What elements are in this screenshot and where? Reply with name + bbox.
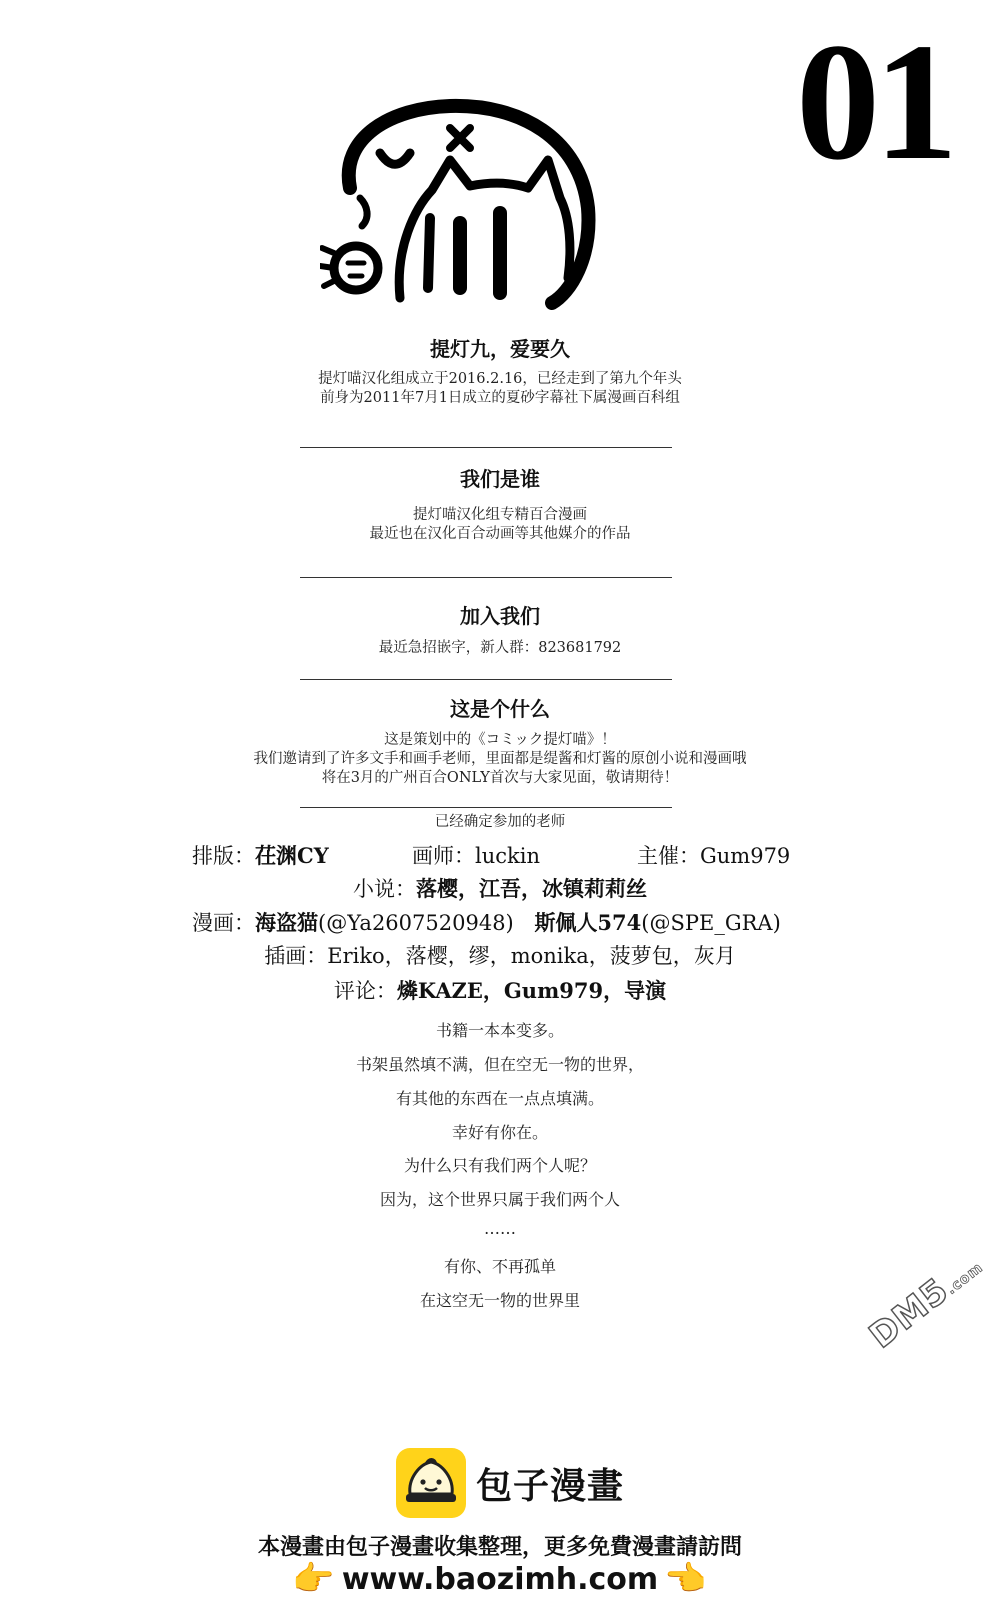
poem-line: 为什么只有我们两个人呢？ — [403, 1156, 596, 1175]
join-title: 加入我们 — [460, 604, 540, 628]
poem-line: 幸好有你在。 — [451, 1123, 548, 1142]
credit-painter — [412, 840, 540, 870]
credit-manga-name-2: 斯佩人574 — [534, 910, 642, 935]
what-title: 这是个什么 — [450, 697, 550, 721]
baozi-notice: 本漫畫由包子漫畫收集整理，更多免費漫畫請訪問 — [257, 1535, 742, 1560]
credit-manga-handle-1: (@Ya2607520948) — [318, 911, 514, 935]
intro-line-2: 前身为2011年7月1日成立的夏砂字幕社下属漫画百科组 — [320, 390, 680, 406]
section-divider — [300, 807, 672, 808]
credit-organizer — [637, 840, 790, 870]
baozi-logo-icon — [396, 1448, 466, 1518]
credit-review-label: 评论： — [333, 979, 397, 1003]
baozi-url-link[interactable]: www.baozimh.com — [341, 1562, 659, 1597]
pointing-left-hand-icon: 👈 — [664, 1559, 707, 1599]
poem-line: 书籍一本本变多。 — [435, 1021, 564, 1040]
intro-title: 提灯九，爱要久 — [430, 337, 570, 361]
poem-line: 书架虽然填不满，但在空无一物的世界， — [355, 1055, 644, 1074]
credit-organizer-name: Gum979 — [700, 844, 791, 868]
intro-line-1: 提灯喵汉化组成立于2016.2.16，已经走到了第九个年头 — [318, 371, 682, 387]
credit-layout-name: 茌渊CY — [255, 843, 329, 868]
section-divider — [300, 447, 672, 448]
what-line-2: 我们邀请到了许多文手和画手老师，里面都是缇酱和灯酱的原创小说和漫画哦 — [253, 751, 747, 767]
credit-novel — [0, 873, 1000, 903]
join-line-1: 最近急招嵌字，新人群：823681792 — [378, 640, 622, 656]
credit-illustration-label: 插画： — [264, 944, 328, 968]
cat-lantern-logo — [320, 98, 610, 323]
baozi-brand-name: 包子漫畫 — [476, 1466, 625, 1507]
poem-line: 有其他的东西在一点点填满。 — [395, 1089, 604, 1108]
credit-organizer-label: 主催： — [637, 844, 700, 868]
credit-illustration-names: Eriko，落樱，缪，monika，菠萝包，灰月 — [327, 944, 736, 968]
poem-line: 在这空无一物的世界里 — [419, 1291, 580, 1310]
section-divider — [300, 679, 672, 680]
pointing-right-hand-icon: 👉 — [292, 1559, 335, 1599]
what-line-1: 这是策划中的《コミック提灯喵》！ — [384, 732, 616, 748]
poem-line: …… — [484, 1219, 516, 1238]
page-number: 01 — [796, 9, 952, 195]
what-line-3: 将在3月的广州百合ONLY首次与大家见面，敬请期待！ — [321, 770, 679, 786]
credit-layout-label: 排版： — [192, 844, 255, 868]
credit-review-names: 燐KAZE，Gum979，导演 — [396, 978, 667, 1003]
watermark-brand: DM5 — [862, 1270, 957, 1357]
credit-manga-handle-2: (@SPE_GRA) — [641, 911, 781, 935]
credit-manga-name-1: 海盗猫 — [255, 910, 318, 935]
credit-painter-name: luckin — [475, 844, 540, 868]
baozi-bun-icon — [396, 1448, 466, 1518]
credits-heading: 已经确定参加的老师 — [434, 814, 566, 830]
credit-manga — [192, 907, 781, 937]
who-title: 我们是谁 — [460, 467, 540, 491]
credit-illustration — [0, 940, 1000, 970]
credit-novel-label: 小说： — [353, 877, 416, 901]
credit-painter-label: 画师： — [412, 844, 475, 868]
credit-novel-names: 落樱，江吾，冰镇莉莉丝 — [416, 876, 647, 901]
who-line-1: 提灯喵汉化组专精百合漫画 — [413, 507, 587, 523]
poem-line: 有你、不再孤单 — [443, 1257, 556, 1276]
who-line-2: 最近也在汉化百合动画等其他媒介的作品 — [369, 526, 631, 542]
section-divider — [300, 577, 672, 578]
credit-layout — [192, 840, 329, 870]
watermark-domain: .com — [943, 1259, 987, 1298]
credit-review — [0, 975, 1000, 1005]
poem-line: 因为，这个世界只属于我们两个人 — [379, 1190, 620, 1209]
credit-manga-label: 漫画： — [192, 911, 255, 935]
